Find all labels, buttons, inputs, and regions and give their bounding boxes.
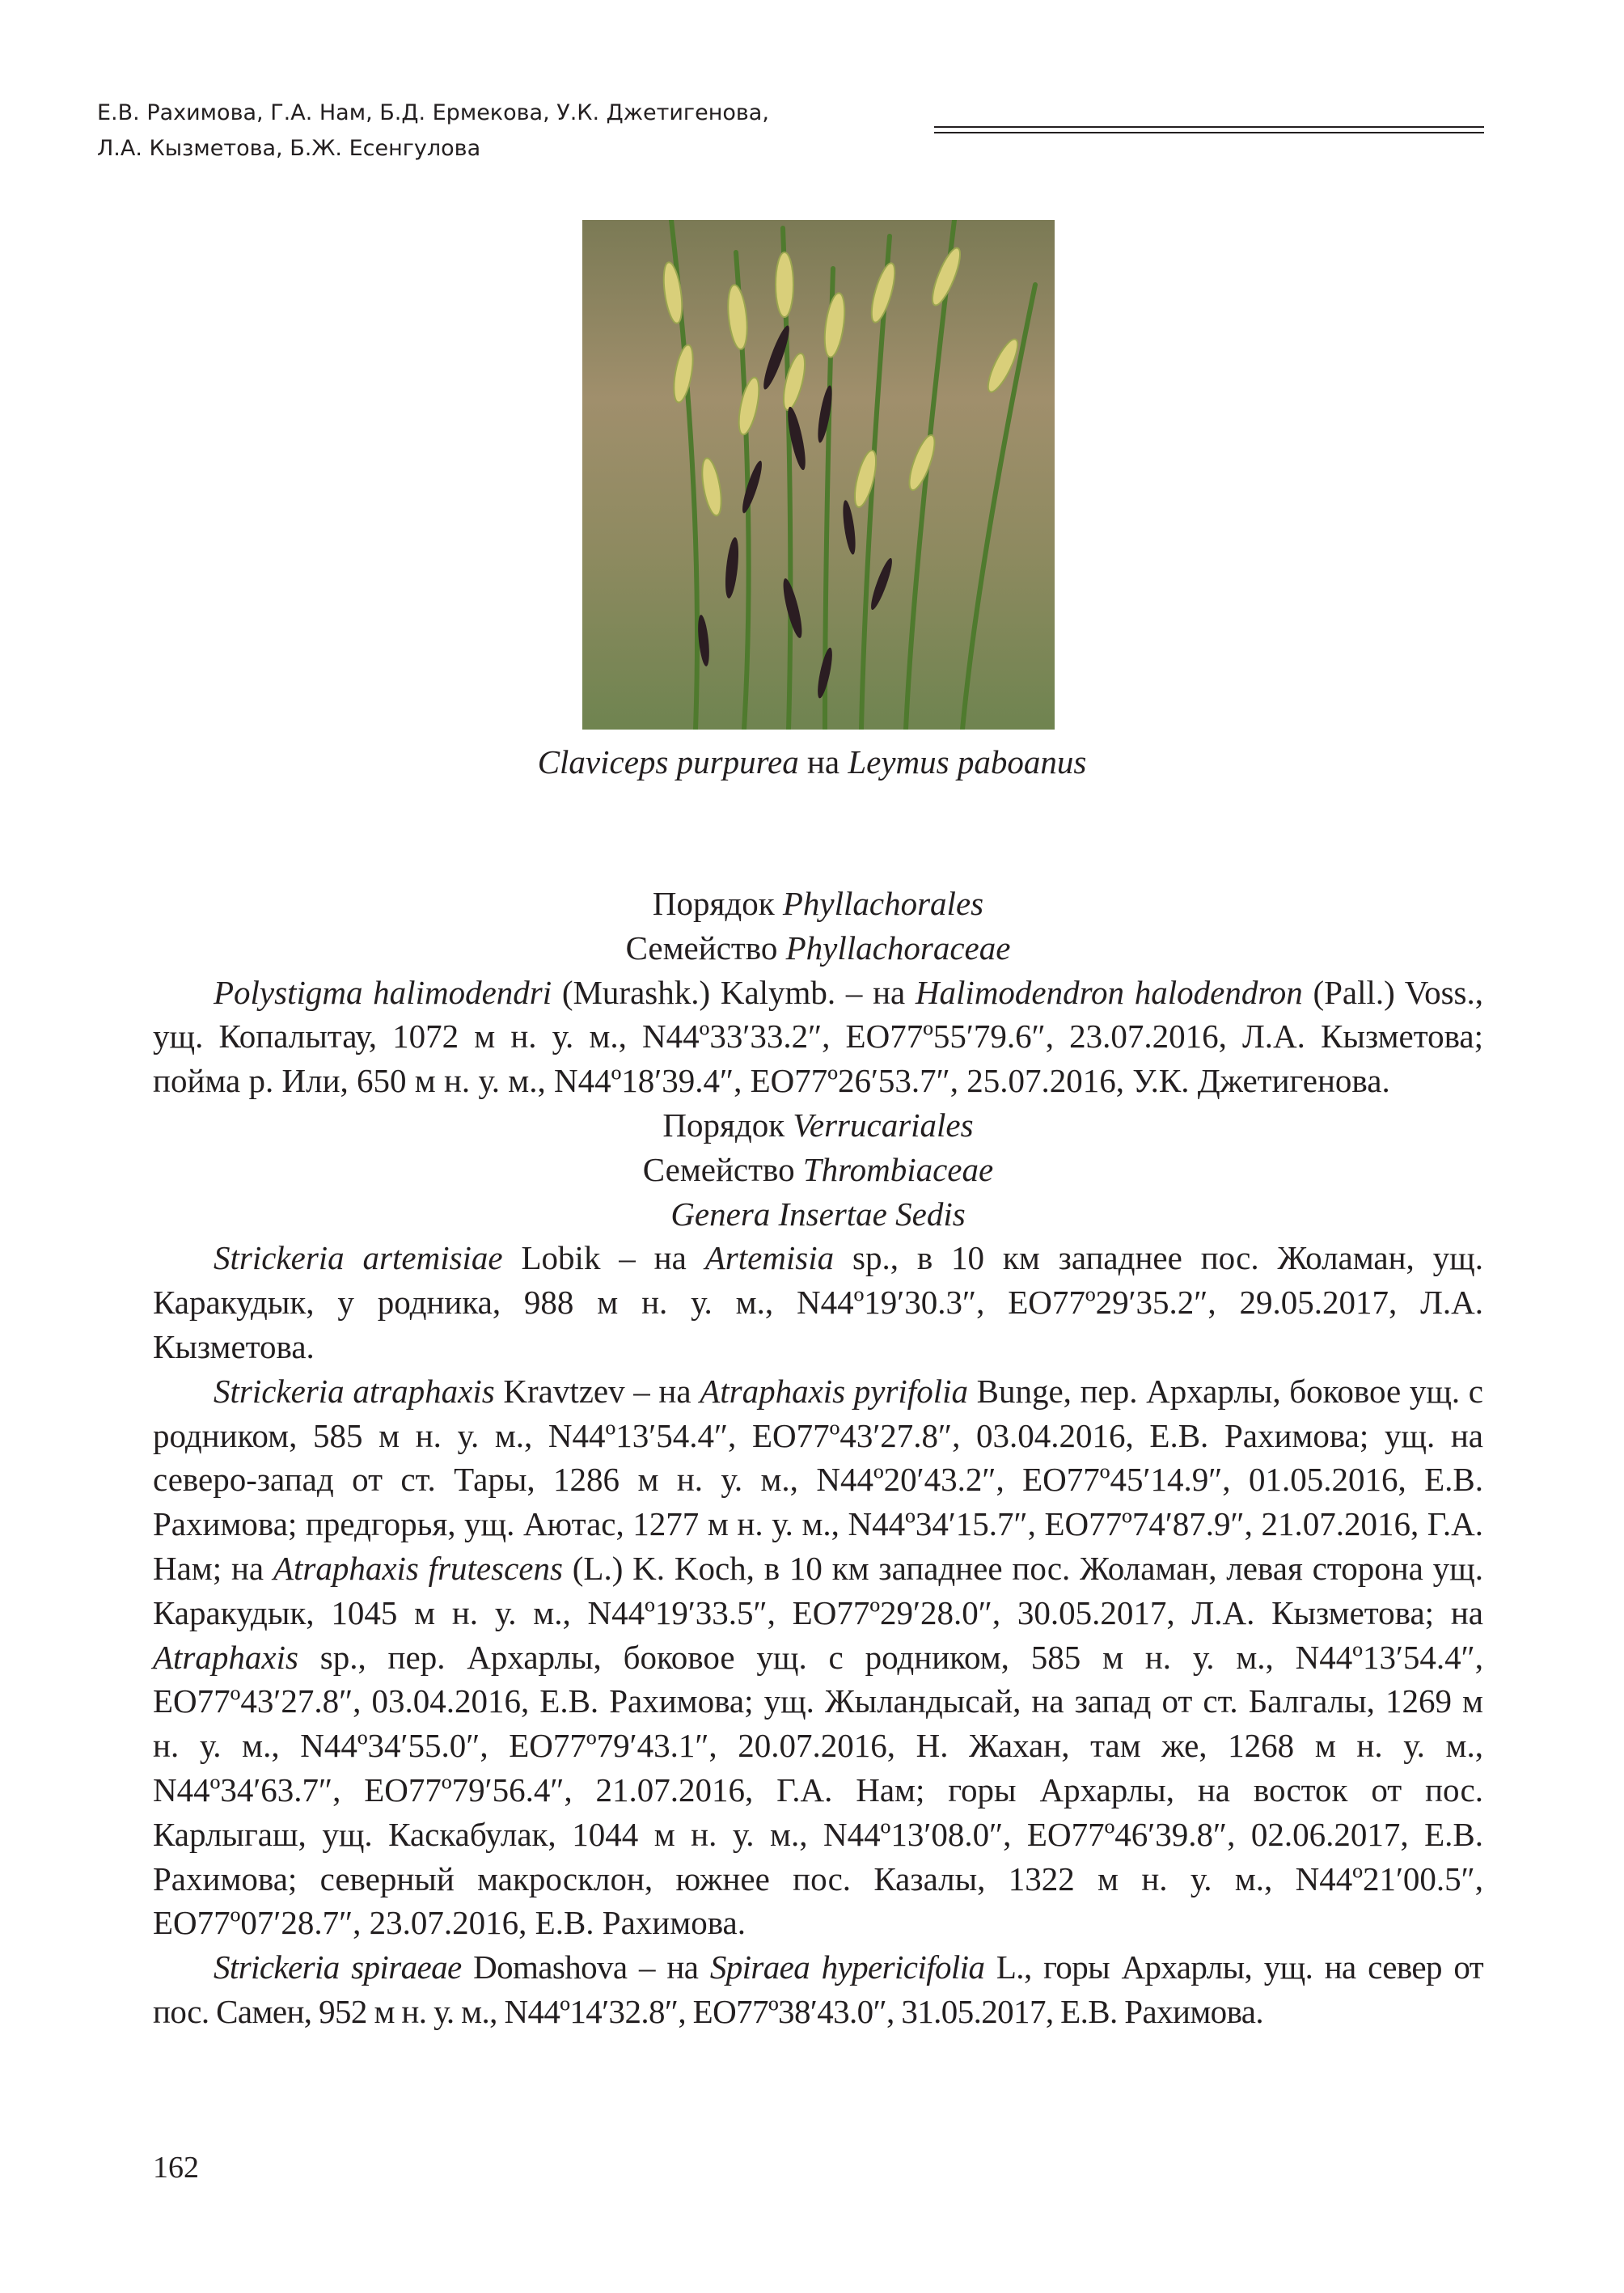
locality-text-2: (L.) K. Koch, в 10 км западнее пос. Жоламан, левая сторона ущ. Каракудык, 1045 м н. у. м., N44º19′33.5″, ЕО77º29′28.0″, 30.05.2017, Л.А. Кызметова; на — [153, 1549, 1483, 1631]
running-header-authors — [97, 95, 906, 167]
order-heading-phyllachorales — [153, 882, 1483, 926]
species-author: (Murashk.) Kalymb. – на — [552, 973, 916, 1011]
host-name-2: Atraphaxis frutescens — [273, 1549, 563, 1587]
caption-species: Claviceps purpurea — [537, 743, 799, 781]
locality-text-3: sp., пер. Архарлы, боковое ущ. с родником, 585 м н. у. м., N44º13′54.4″, ЕО77º43′27.8″, 03.04.2016, Е.В. Рахимова; ущ. Жыландысай, на запад от ст. Балгалы, 1269 м н. у. м., N44º34′55.0″, ЕО77º79′43.1″, 20.07.2016, Н. Жахан, там же, 1268 м н. у. м., N44º34′63.7″, ЕО77º79′56.4″, 21.07.2016, Г.А. Нам; горы Архарлы, на восток от пос. Карлыгаш, ущ. Каскабулак, 1044 м н. у. м., N44º13′08.0″, ЕО77º46′39.8″, 02.06.2017, Е.В. Рахимова; северный макросклон, южнее пос. Казалы, 1322 м н. у. м., N44º21′00.5″, ЕО77º07′28.7″, 23.07.2016, Е.В. Рахимова. — [153, 1638, 1483, 1942]
species-author: Lobik – на — [502, 1239, 705, 1277]
host-name: Atraphaxis pyrifolia — [700, 1372, 968, 1410]
page-number: 162 — [153, 2151, 199, 2185]
figure-photo-claviceps-on-leymus — [582, 220, 1055, 730]
species-name: Strickeria artemisiae — [214, 1239, 503, 1277]
figure-caption — [0, 742, 1624, 781]
host-name: Artemisia — [704, 1239, 835, 1277]
family-label: Семейство — [625, 929, 786, 967]
locality-text: sp., в 10 км западнее пос. Жоламан, ущ. Каракудык, у родника, 988 м н. у. м., N44º19′30.3″, ЕО77º29′35.2″, 29.05.2017, Л.А. Кызметова. — [153, 1239, 1483, 1365]
genera-insertae-sedis-heading — [153, 1192, 1483, 1237]
species-name: Polystigma halimodendri — [214, 973, 552, 1011]
order-heading-verrucariales — [153, 1103, 1483, 1148]
species-entry-strickeria-atraphaxis — [153, 1369, 1483, 1945]
host-name: Halimodendron halodendron — [915, 973, 1303, 1011]
species-author: Kravtzev – на — [494, 1372, 700, 1410]
authors-line-1: Е.В. Рахимова, Г.А. Нам, Б.Д. Ермекова, У.К. Джетигенова, — [97, 100, 769, 125]
order-name: Verrucariales — [793, 1106, 974, 1144]
family-heading-thrombiaceae — [153, 1148, 1483, 1192]
species-entry-polystigma-halimodendri — [153, 971, 1483, 1103]
order-label: Порядок — [652, 885, 783, 922]
header-double-rule — [934, 126, 1484, 133]
order-name: Phyllachorales — [782, 885, 984, 922]
species-author: Domashova – на — [461, 1948, 710, 1986]
authors-line-2: Л.А. Кызметова, Б.Ж. Есенгулова — [97, 136, 481, 161]
caption-host: Leymus paboanus — [848, 743, 1087, 781]
family-heading-phyllachoraceae — [153, 926, 1483, 971]
caption-on: на — [798, 743, 848, 781]
main-text — [153, 882, 1483, 2034]
locality-text: Bunge, пер. Архарлы, боковое ущ. с родником, 585 м н. у. м., N44º13′54.4″, ЕО77º43′27.8″, 03.04.2016, Е.В. Рахимова; ущ. на северо-запад от ст. Тары, 1286 м н. у. м., N44º20′43.2″, ЕО77º45′14.9″, 01.05.2016, Е.В. Рахимова; предгорья, ущ. Аютас, 1277 м н. у. м., N44º34′15.7″, ЕО77º74′87.9″, 21.07.2016, Г.А. Нам; на — [153, 1372, 1483, 1587]
locality-text: (Pall.) Voss., ущ. Копалытау, 1072 м н. у. м., N44º33′33.2″, ЕО77º55′79.6″, 23.07.2016, Л.А. Кызметова; пойма р. Или, 650 м н. у. м., N44º18′39.4″, ЕО77º26′53.7″, 25.07.2016, У.К. Джетигенова. — [153, 973, 1484, 1100]
species-name: Strickeria spiraeae — [214, 1948, 462, 1986]
species-entry-strickeria-spiraeae — [153, 1945, 1483, 2034]
family-name: Phyllachoraceae — [785, 929, 1011, 967]
family-name: Thrombiaceae — [802, 1150, 994, 1188]
genera-label: Genera Insertae Sedis — [670, 1195, 966, 1233]
host-name-3: Atraphaxis — [153, 1638, 298, 1676]
family-label: Семейство — [642, 1150, 803, 1188]
order-label: Порядок — [662, 1106, 793, 1144]
species-entry-strickeria-artemisiae — [153, 1236, 1483, 1369]
locality-text: L., горы Архарлы, ущ. на север от пос. Самен, 952 м н. у. м., N44º14′32.8″, ЕО77º38′43.0″, 31.05.2017, Е.В. Рахимова. — [153, 1948, 1484, 2030]
host-name: Spiraea hypericifolia — [709, 1948, 985, 1986]
species-name: Strickeria atraphaxis — [214, 1372, 495, 1410]
